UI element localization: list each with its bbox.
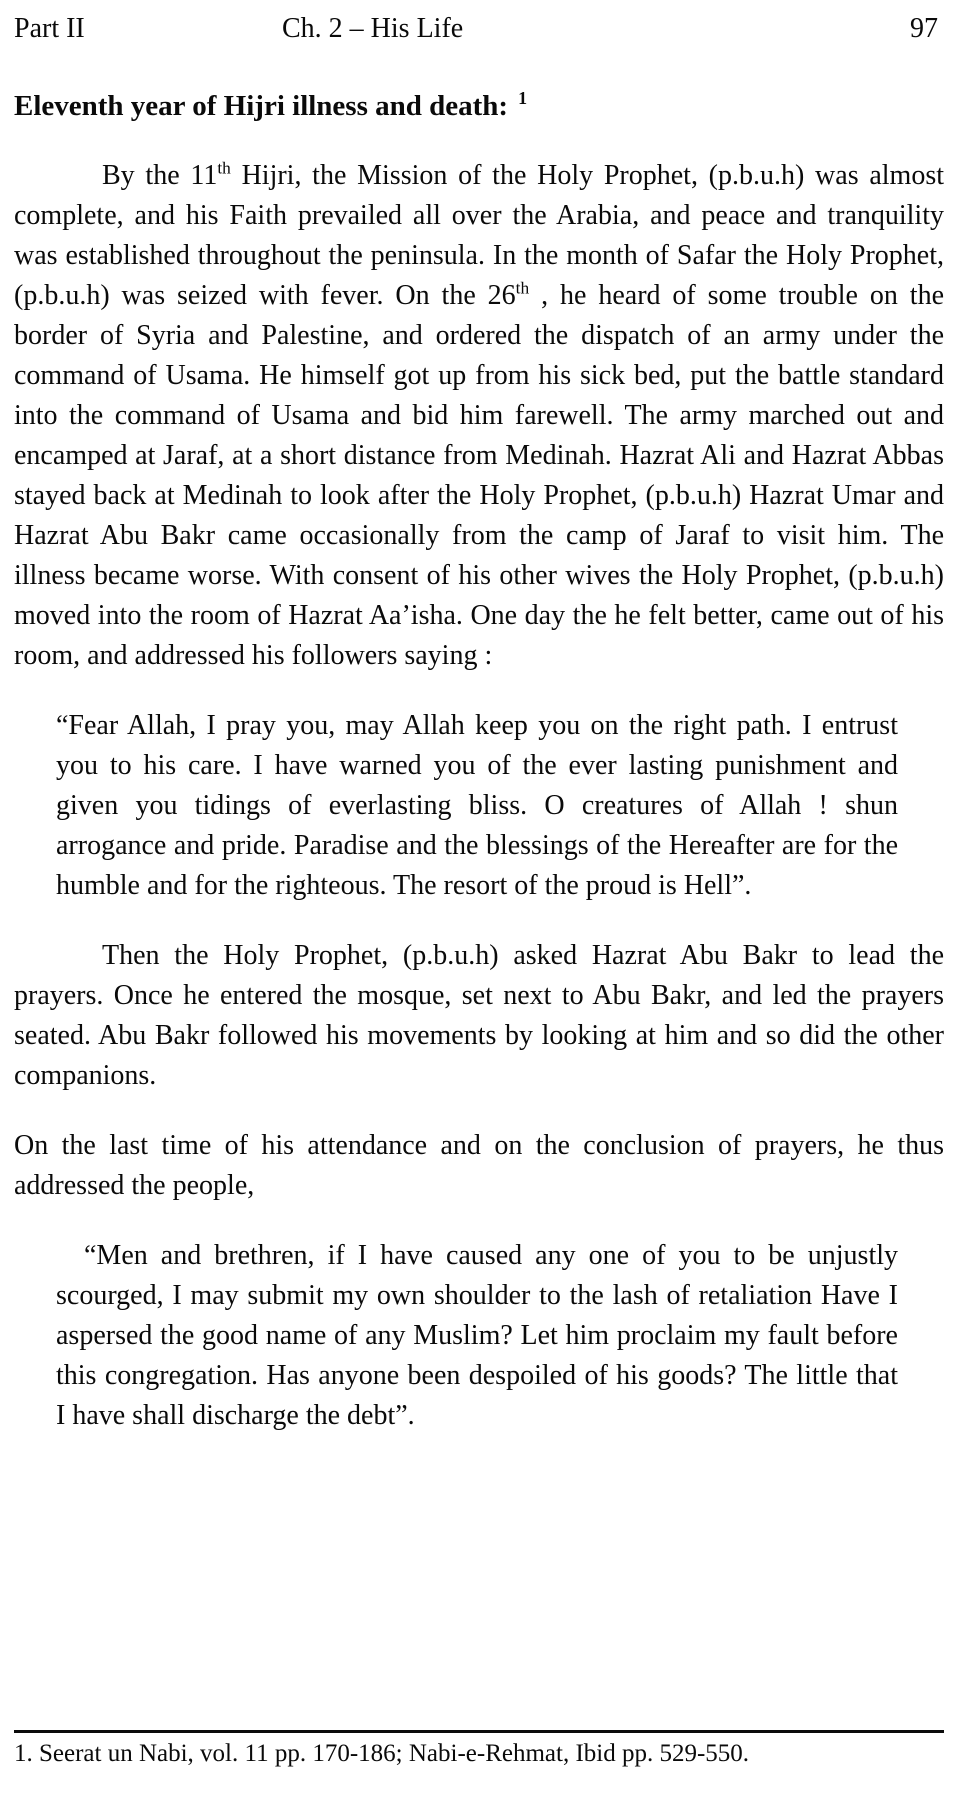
blockquote-men-and-brethren: “Men and brethren, if I have caused any one of you to be unjustly scourged, I may submit my own shoulder to the lash of retaliation Have I aspersed the good name of any Muslim? Let him proclaim my fault before this congregation. Has anyone been despoiled of his goods? The little that I have shall discharge the debt”. [56, 1240, 898, 1431]
paragraph-1-segment-1: By the 11 [102, 160, 218, 191]
ordinal-superscript-26th: th [515, 278, 530, 298]
footnote-reference-marker: 1 [518, 88, 528, 109]
footnote-block [14, 1724, 944, 1770]
footnote-separator-rule [14, 1730, 944, 1733]
paragraph-abu-bakr-prayers: Then the Holy Prophet, (p.b.u.h) asked Hazrat Abu Bakr to lead the prayers. Once he entered the mosque, set next to Abu Bakr, and led the prayers seated. Abu Bakr followed his movements by looking at him and so did the other companions. [14, 940, 944, 1091]
section-heading [14, 86, 944, 126]
paragraph-last-attendance: On the last time of his attendance and on the conclusion of prayers, he thus addressed the people, [14, 1130, 944, 1201]
paragraph-1-segment-3: , he heard of some trouble on the border of Syria and Palestine, and ordered the dispatch of an army under the command of Usama. He himself got up from his sick bed, put the battle standard into the command of Usama and bid him farewell. The army marched out and encamped at Jaraf, at a short distance from Medinah. Hazrat Ali and Hazrat Abbas stayed back at Medinah to look after the Holy Prophet, (p.b.u.h) Hazrat Umar and Hazrat Abu Bakr came occasionally from the camp of Jaraf to visit him. The illness became worse. With consent of his other wives the Holy Prophet, (p.b.u.h) moved into the room of Hazrat Aa’isha. One day the he felt better, came out of his room, and addressed his followers saying : [14, 280, 944, 671]
header-chapter-title: Ch. 2 – His Life [282, 13, 464, 44]
running-header [14, 10, 944, 52]
ordinal-superscript-11th: th [217, 158, 231, 178]
footnote-citation: 1. Seerat un Nabi, vol. 11 pp. 170-186; Nabi-e-Rehmat, Ibid pp. 529-550. [14, 1740, 750, 1767]
header-page-number: 97 [910, 13, 938, 44]
paragraph-1-segment-2: Hijri, the Mission of the Holy Prophet, (p.b.u.h) was almost complete, and his Faith prevailed all over the Arabia, and peace and tranquility was established throughout the peninsula. In the month of Safar the Holy Prophet, (p.b.u.h) was seized with fever. On the 26 [14, 160, 944, 311]
blockquote-fear-allah: “Fear Allah, I pray you, may Allah keep you on the right path. I entrust you to his care. I have warned you of the ever lasting punishment and given you tidings of everlasting bliss. O creatures of Allah ! shun arrogance and pride. Paradise and the blessings of the Hereafter are for the humble and for the righteous. The resort of the proud is Hell”. [56, 710, 898, 901]
section-heading-text: Eleventh year of Hijri illness and death: [14, 90, 509, 122]
paragraph-illness-onset [14, 156, 944, 676]
header-part-label: Part II [14, 13, 85, 44]
